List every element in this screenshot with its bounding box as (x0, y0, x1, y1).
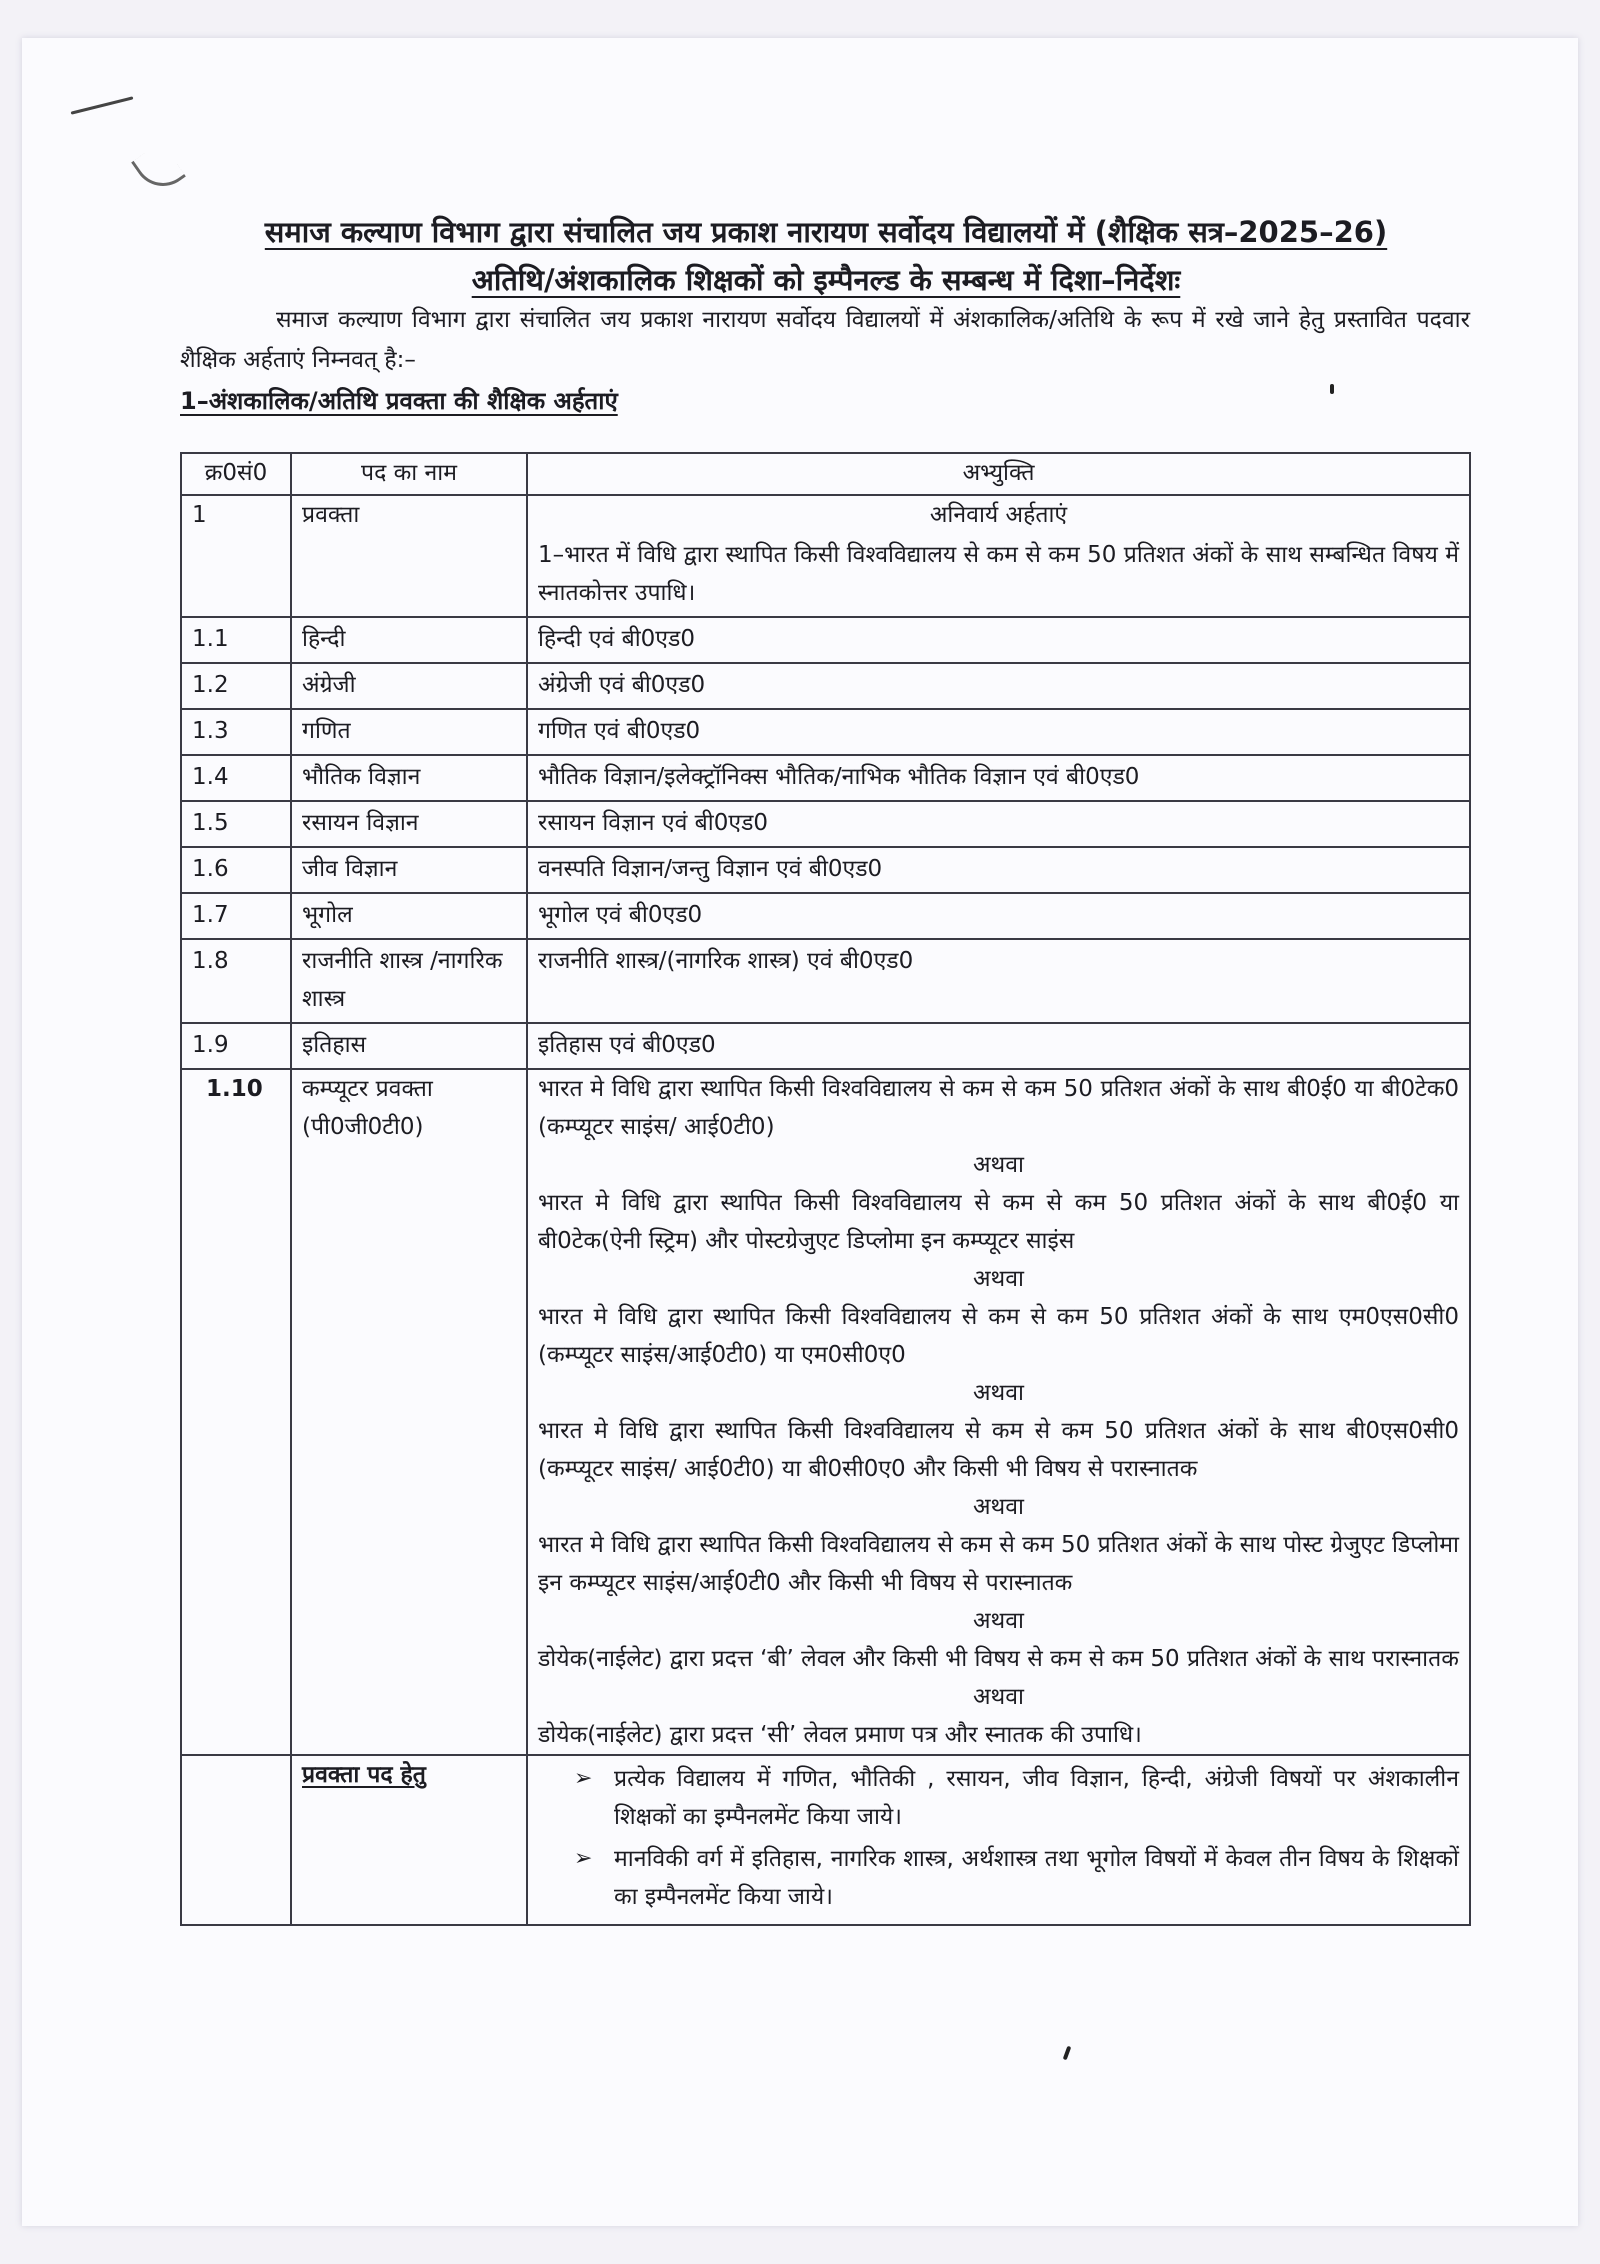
title-line-2: अतिथि/अंशकालिक शिक्षकों को इम्पैनल्ड के सम्बन्ध में दिशा–निर्देशः (471, 263, 1181, 297)
row-remark: अंग्रेजी एवं बी0एड0 (527, 663, 1470, 709)
row-remark: हिन्दी एवं बी0एड0 (527, 617, 1470, 663)
qualification-option: डोयेक(नाईलेट) द्वारा प्रदत्त ‘सी’ लेवल प्रमाण पत्र और स्नातक की उपाधि। (538, 1722, 1142, 1748)
row-post: जीव विज्ञान (291, 847, 527, 893)
table-row (181, 893, 1470, 939)
qualification-option: भारत मे विधि द्वारा स्थापित किसी विश्वविद्यालय से कम से कम 50 प्रतिशत अंकों के साथ एम0एस0सी0 (कम्प्यूटर साइंस/आई0टी0) या एम0सी0ए0 (538, 1304, 1459, 1368)
table-row (181, 801, 1470, 847)
title-line-1: समाज कल्याण विभाग द्वारा संचालित जय प्रकाश नारायण सर्वोदय विद्यालयों में (शैक्षिक सत्र–2025–26) (264, 215, 1388, 249)
or-separator: अथवा (972, 1684, 1024, 1710)
note-bullets (538, 1756, 1459, 1924)
arrow-right-icon: ➢ (574, 1846, 593, 1871)
table-row (181, 709, 1470, 755)
header-remarks: अभ्युक्ति (527, 453, 1470, 495)
row-serial: 1.9 (181, 1023, 291, 1069)
or-separator: अथवा (972, 1266, 1024, 1292)
note-label-cell (291, 1755, 527, 1925)
row-serial: 1.6 (181, 847, 291, 893)
qualification-table (180, 452, 1471, 1926)
note-bullet (574, 1840, 1459, 1916)
qualification-option: भारत मे विधि द्वारा स्थापित किसी विश्वविद्यालय से कम से कम 50 प्रतिशत अंकों के साथ पोस्ट ग्रेजुएट डिप्लोमा इन कम्प्यूटर साइंस/आई0टी0 और किसी भी विषय से परास्नातक (538, 1532, 1459, 1596)
row-serial: 1.2 (181, 663, 291, 709)
row-serial: 1.8 (181, 939, 291, 1023)
table-row-note (181, 1755, 1470, 1925)
header-post: पद का नाम (291, 453, 527, 495)
row-serial: 1.5 (181, 801, 291, 847)
table-row (181, 939, 1470, 1023)
intro-paragraph (180, 300, 1470, 380)
row-remark: इतिहास एवं बी0एड0 (527, 1023, 1470, 1069)
or-separator: अथवा (972, 1152, 1024, 1178)
qualification-option: भारत मे विधि द्वारा स्थापित किसी विश्वविद्यालय से कम से कम 50 प्रतिशत अंकों के साथ बी0एस0सी0 (कम्प्यूटर साइंस/ आई0टी0) या बी0सी0ए0 और किसी भी विषय से परास्नातक (538, 1418, 1459, 1482)
row-remark: भूगोल एवं बी0एड0 (527, 893, 1470, 939)
or-separator: अथवा (972, 1494, 1024, 1520)
table-header-row (181, 453, 1470, 495)
row-remark: वनस्पति विज्ञान/जन्तु विज्ञान एवं बी0एड0 (527, 847, 1470, 893)
table-row (181, 495, 1470, 617)
table-row (181, 663, 1470, 709)
note-bullet-text: मानविकी वर्ग में इतिहास, नागरिक शास्त्र, अर्थशास्त्र तथा भूगोल विषयों में केवल तीन विषय के शिक्षकों का इम्पैनलमेंट किया जाये। (614, 1846, 1459, 1910)
mandatory-heading: अनिवार्य अर्हताएं (929, 502, 1068, 528)
or-separator: अथवा (972, 1608, 1024, 1634)
row-serial: 1.3 (181, 709, 291, 755)
speck (1330, 384, 1334, 394)
mandatory-text: 1–भारत में विधि द्वारा स्थापित किसी विश्वविद्यालय से कम से कम 50 प्रतिशत अंकों के साथ सम्बन्धित विषय में स्नातकोत्तर उपाधि। (538, 542, 1459, 606)
row-post: भौतिक विज्ञान (291, 755, 527, 801)
row-serial-empty (181, 1755, 291, 1925)
table-row (181, 755, 1470, 801)
row-serial: 1.10 (181, 1069, 291, 1755)
section-heading: 1–अंशकालिक/अतिथि प्रवक्ता की शैक्षिक अर्हताएं (180, 387, 618, 415)
computer-options (527, 1069, 1470, 1755)
row-post: कम्प्यूटर प्रवक्ता (पी0जी0टी0) (291, 1069, 527, 1755)
row-post: गणित (291, 709, 527, 755)
or-separator: अथवा (972, 1380, 1024, 1406)
row-remark (527, 495, 1470, 617)
row-serial: 1 (181, 495, 291, 617)
row-remark: राजनीति शास्त्र/(नागरिक शास्त्र) एवं बी0एड0 (527, 939, 1470, 1023)
document-title (186, 208, 1466, 304)
qualification-option: भारत मे विधि द्वारा स्थापित किसी विश्वविद्यालय से कम से कम 50 प्रतिशत अंकों के साथ बी0ई0 या बी0टेक0 (कम्प्यूटर साइंस/ आई0टी0) (538, 1076, 1459, 1140)
note-bullets-cell (527, 1755, 1470, 1925)
qualification-option: डोयेक(नाईलेट) द्वारा प्रदत्त ‘बी’ लेवल और किसी भी विषय से कम से कम 50 प्रतिशत अंकों के साथ परास्नातक (538, 1646, 1459, 1672)
intro-text: समाज कल्याण विभाग द्वारा संचालित जय प्रकाश नारायण सर्वोदय विद्यालयों में अंशकालिक/अतिथि के रूप में रखे जाने हेतु प्रस्तावित पदवार शैक्षिक अर्हताएं निम्नवत् है:– (180, 307, 1470, 373)
row-serial: 1.7 (181, 893, 291, 939)
header-serial: क्र0सं0 (181, 453, 291, 495)
row-remark: गणित एवं बी0एड0 (527, 709, 1470, 755)
note-bullet-text: प्रत्येक विद्यालय में गणित, भौतिकी , रसायन, जीव विज्ञान, हिन्दी, अंग्रेजी विषयों पर अंशकालीन शिक्षकों का इम्पैनलमेंट किया जाये। (614, 1766, 1459, 1830)
row-post: प्रवक्ता (291, 495, 527, 617)
note-bullet (574, 1760, 1459, 1836)
table-row (181, 1023, 1470, 1069)
row-post: रसायन विज्ञान (291, 801, 527, 847)
table-row (181, 847, 1470, 893)
table-row-computer (181, 1069, 1470, 1755)
row-post: अंग्रेजी (291, 663, 527, 709)
table-row (181, 617, 1470, 663)
row-remark: भौतिक विज्ञान/इलेक्ट्रॉनिक्स भौतिक/नाभिक भौतिक विज्ञान एवं बी0एड0 (527, 755, 1470, 801)
row-serial: 1.1 (181, 617, 291, 663)
row-post: भूगोल (291, 893, 527, 939)
subject-rows (181, 617, 1470, 1069)
row-post: हिन्दी (291, 617, 527, 663)
row-post: राजनीति शास्त्र /नागरिक शास्त्र (291, 939, 527, 1023)
row-post: इतिहास (291, 1023, 527, 1069)
row-remark: रसायन विज्ञान एवं बी0एड0 (527, 801, 1470, 847)
arrow-right-icon: ➢ (574, 1766, 593, 1791)
note-label: प्रवक्ता पद हेतु (302, 1762, 426, 1788)
qualification-option: भारत मे विधि द्वारा स्थापित किसी विश्वविद्यालय से कम से कम 50 प्रतिशत अंकों के साथ बी0ई0 या बी0टेक(ऐनी स्ट्रिम) और पोस्टग्रेजुएट डिप्लोमा इन कम्प्यूटर साइंस (538, 1190, 1459, 1254)
row-serial: 1.4 (181, 755, 291, 801)
